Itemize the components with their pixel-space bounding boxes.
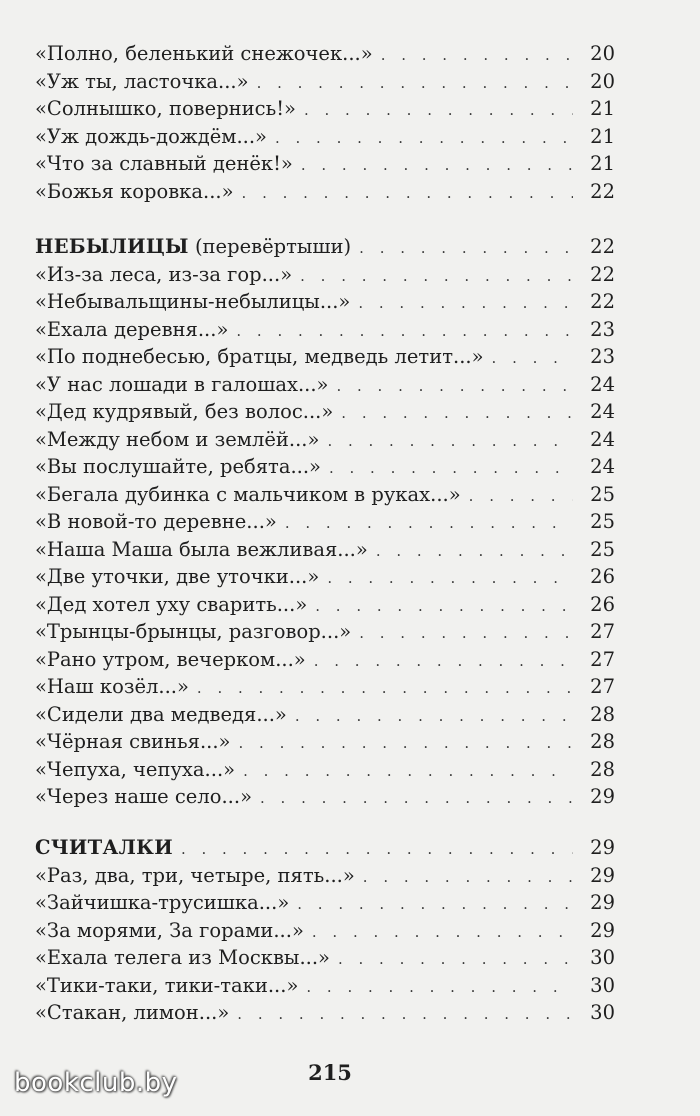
toc-entry (35, 756, 615, 784)
heading-title (35, 233, 351, 261)
dot-leader (304, 97, 573, 125)
toc-entry-title: «Между небом и землёй...» (35, 427, 320, 451)
toc-entry (35, 178, 615, 206)
toc-entry-title: «Полно, беленький снежочек...» (35, 42, 373, 65)
toc-page-number: 25 (590, 510, 615, 533)
dot-leader (359, 620, 573, 648)
toc-page-number: 29 (590, 891, 615, 914)
toc-entry (35, 673, 615, 701)
toc-entry (35, 563, 615, 591)
toc-entry (35, 40, 615, 68)
page-number: 215 (308, 1060, 352, 1085)
toc-entry-title: «За морями, За горами...» (35, 918, 304, 942)
toc-page-number: 26 (590, 565, 615, 588)
toc-page-number: 20 (590, 42, 615, 65)
toc-entry (35, 261, 615, 289)
toc-heading (35, 233, 615, 261)
toc-entry (35, 481, 615, 509)
toc-heading (35, 834, 615, 862)
toc-page-number: 28 (590, 702, 615, 726)
watermark-logo: bookclub.by (14, 1068, 178, 1098)
toc-entry (35, 95, 615, 123)
toc-entry-title: «Вы послушайте, ребята...» (35, 455, 321, 478)
toc-page-number: 25 (590, 482, 615, 506)
toc-entry (35, 783, 615, 811)
dot-leader (181, 836, 573, 864)
toc-entry (35, 371, 615, 399)
dot-leader (341, 400, 573, 428)
toc-entry-title: «Через наше село...» (35, 785, 253, 808)
toc-entry-title: «Солнышко, повернись!» (35, 97, 296, 120)
toc-entry-title: «Божья коровка...» (35, 179, 234, 203)
toc-entry-title: «Бегала дубинка с мальчиком в руках...» (35, 482, 461, 506)
toc-page-number: 24 (590, 400, 615, 423)
toc-entry-title: «Уж ты, ласточка...» (35, 69, 249, 93)
toc-entry (35, 862, 615, 890)
toc-entry (35, 150, 615, 178)
toc-page-number: 27 (590, 620, 615, 643)
toc-page-number: 26 (590, 592, 615, 616)
dot-leader (236, 318, 573, 346)
dot-leader (363, 864, 573, 892)
toc-page-number: 20 (590, 69, 615, 93)
toc-entry (35, 123, 615, 151)
toc-page-number: 30 (590, 946, 615, 969)
toc-entry-title: «Зайчишка-трусишка...» (35, 891, 290, 914)
toc-page-number: 28 (590, 757, 615, 781)
toc-page-number: 23 (590, 317, 615, 341)
toc-entry-title: «Тики-таки, тики-таки...» (35, 973, 299, 997)
toc-entry-title: «Рано утром, вечерком...» (35, 647, 306, 671)
toc-entry-title: «Небывальщины-небылицы...» (35, 290, 351, 313)
toc-entry (35, 728, 615, 756)
toc-entry (35, 646, 615, 674)
dot-leader (239, 730, 574, 758)
toc-entry-title: «Дед кудрявый, без волос...» (35, 400, 334, 423)
dot-leader (381, 42, 573, 70)
toc-section-nebylitsy (35, 233, 615, 811)
toc-entry (35, 316, 615, 344)
dot-leader (275, 125, 573, 153)
toc-entry-title: «Сидели два медведя...» (35, 702, 287, 726)
toc-page-number: 30 (590, 973, 615, 997)
toc-entry-title: «Наша Маша была вежливая...» (35, 537, 368, 561)
toc-page-number: 29 (590, 863, 615, 887)
toc-entry-title: «Ехала деревня...» (35, 317, 229, 341)
toc-entry-title: «Наш козёл...» (35, 675, 189, 698)
dot-leader (314, 648, 573, 676)
toc-entry-title: «У нас лошади в галошах...» (35, 372, 329, 396)
toc-entry-title: «Ехала телега из Москвы...» (35, 946, 330, 969)
toc-page-number: 22 (590, 235, 615, 258)
dot-leader (492, 345, 573, 373)
toc-entry (35, 701, 615, 729)
toc-page-number: 22 (590, 290, 615, 313)
toc-page-number: 27 (590, 647, 615, 671)
toc-page-number: 21 (590, 124, 615, 148)
dot-leader (295, 703, 573, 731)
toc-entry-title: «Чепуха, чепуха...» (35, 757, 236, 781)
toc-entry-title: «Трынцы-брынцы, разговор...» (35, 620, 352, 643)
toc-page-number: 21 (590, 152, 615, 175)
toc-entry (35, 999, 615, 1027)
dot-leader (327, 565, 573, 593)
toc-section-folk-songs (35, 40, 615, 205)
dot-leader (285, 510, 573, 538)
dot-leader (237, 1001, 573, 1029)
toc-entry (35, 426, 615, 454)
toc-entry (35, 288, 615, 316)
toc-entry-title: «Дед хотел уху сварить...» (35, 592, 308, 616)
toc-entry-title: «Чёрная свинья...» (35, 730, 231, 753)
toc-entry (35, 591, 615, 619)
toc-page-number: 29 (590, 785, 615, 808)
heading-title-subtitle: (перевёртыши) (194, 235, 352, 258)
toc-page-number: 28 (590, 730, 615, 753)
toc-page-number: 27 (590, 675, 615, 698)
toc-entry-title: «Из-за леса, из-за гор...» (35, 262, 293, 286)
heading-title (35, 834, 173, 862)
toc-page-number: 29 (590, 836, 615, 859)
toc-entry (35, 618, 615, 646)
dot-leader (257, 70, 573, 98)
dot-leader (260, 785, 573, 813)
dot-leader (336, 373, 573, 401)
dot-leader (327, 428, 573, 456)
toc-page-number: 25 (590, 537, 615, 561)
toc-entry (35, 508, 615, 536)
dot-leader (329, 455, 573, 483)
toc-page-number: 24 (590, 427, 615, 451)
dot-leader (359, 235, 573, 263)
toc-entry (35, 917, 615, 945)
dot-leader (242, 180, 573, 208)
dot-leader (306, 974, 573, 1002)
dot-leader (376, 538, 573, 566)
toc-entry (35, 944, 615, 972)
toc-entry-title: «Стакан, лимон...» (35, 1001, 230, 1024)
toc-entry-title: «Что за славный денёк!» (35, 152, 293, 175)
toc-page-number: 24 (590, 372, 615, 396)
dot-leader (312, 919, 573, 947)
toc-page-number: 23 (590, 345, 615, 368)
toc-page-number: 24 (590, 455, 615, 478)
dot-leader (301, 152, 573, 180)
toc-entry (35, 536, 615, 564)
toc-entry (35, 68, 615, 96)
dot-leader (297, 891, 573, 919)
dot-leader (315, 593, 573, 621)
toc-entry (35, 343, 615, 371)
toc-entry-title: «Раз, два, три, четыре, пять...» (35, 863, 355, 887)
toc-entry-title: «Две уточки, две уточки...» (35, 565, 320, 588)
heading-title-bold: СЧИТАЛКИ (35, 836, 173, 859)
toc-page-number: 22 (590, 262, 615, 286)
toc-entry (35, 453, 615, 481)
toc-entry-title: «По поднебесью, братцы, медведь летит...» (35, 345, 484, 368)
toc-entry (35, 889, 615, 917)
toc-section-schitalki (35, 834, 615, 1027)
toc-entry (35, 972, 615, 1000)
toc-entry-title: «Уж дождь-дождём...» (35, 124, 267, 148)
dot-leader (358, 290, 573, 318)
dot-leader (469, 483, 573, 511)
toc-page-number: 21 (590, 97, 615, 120)
toc-page-number: 22 (590, 179, 615, 203)
heading-title-bold: НЕБЫЛИЦЫ (35, 235, 189, 258)
dot-leader (300, 263, 573, 291)
toc-entry-title: «В новой-то деревне...» (35, 510, 277, 533)
toc-page-number: 29 (590, 918, 615, 942)
dot-leader (197, 675, 573, 703)
dot-leader (243, 758, 573, 786)
toc-entry (35, 398, 615, 426)
dot-leader (338, 946, 573, 974)
toc-page-number: 30 (590, 1001, 615, 1024)
